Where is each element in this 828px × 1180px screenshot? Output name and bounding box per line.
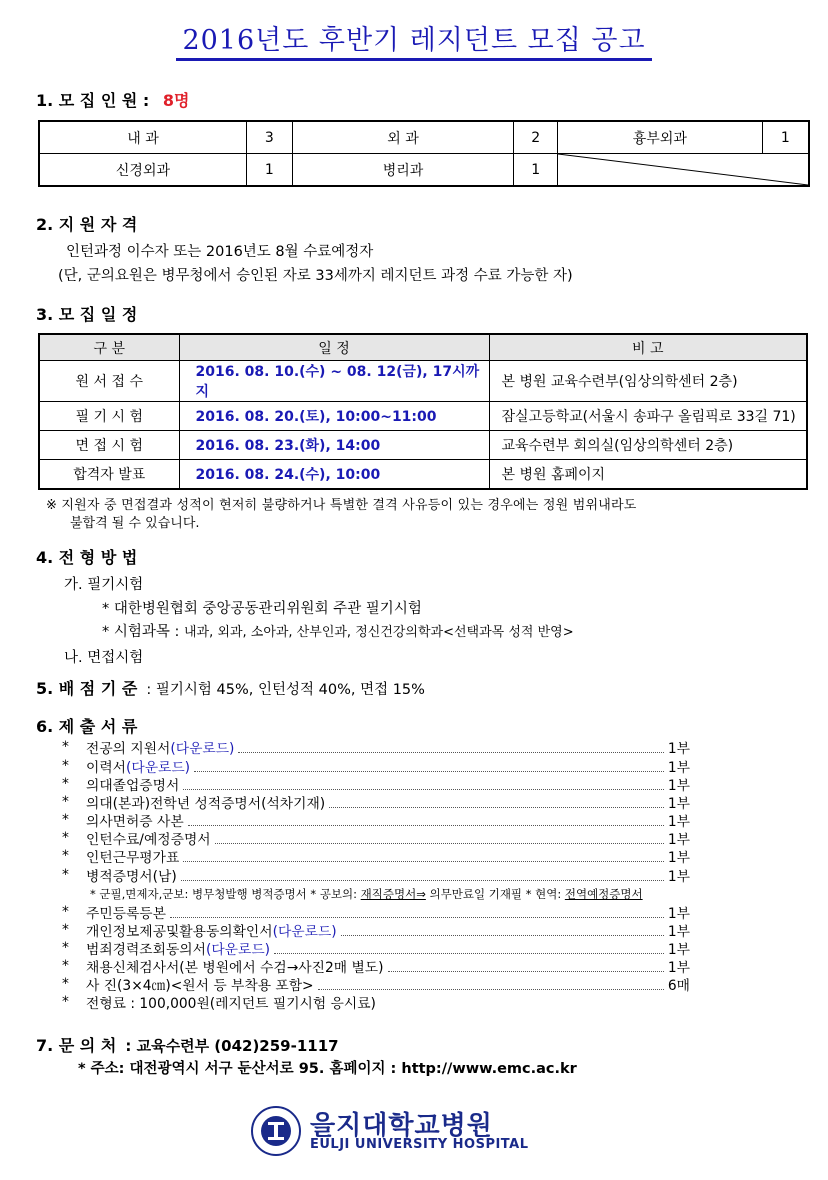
schedule-item: 원 서 접 수 [39, 361, 179, 402]
list-item: * 이력서 (다운로드) 1부 [62, 758, 690, 776]
schedule-row [39, 431, 807, 460]
list-item: * 병적증명서(남) 1부 [62, 867, 690, 885]
quota-dept: 내 과 [39, 121, 246, 154]
military-note: * 군필,면제자,군보: 병무청발행 병적증명서 * 공보의: 재직증명서⇒ 의무만료일 기재필 * 현역: 전역예정증명서 [90, 887, 643, 901]
section-2-heading: 2. 지 원 자 격 [36, 215, 138, 234]
quota-table [38, 120, 810, 187]
schedule-note: 교육수련부 회의실(임상의학센터 2층) [489, 431, 807, 460]
list-item: * 인턴근무평가표 1부 [62, 848, 690, 866]
section-7 [36, 1033, 339, 1056]
quota-row [39, 121, 809, 154]
address-line: * 주소: 대전광역시 서구 둔산서로 95. 홈페이지 : http://www.emc.ac.kr [78, 1061, 577, 1077]
quota-count: 3 [246, 121, 292, 154]
section-6-heading: 6. 제 출 서 류 [36, 717, 138, 736]
quota-dept: 병리과 [292, 154, 513, 187]
list-item: * 인턴수료/예정증명서 1부 [62, 830, 690, 848]
schedule-notice-line-1: ※ 지원자 중 면접결과 성적이 현저히 불량하거나 특별한 결격 사유등이 있는 경우에는 정원 범위내라도 [46, 498, 637, 513]
schedule-row [39, 460, 807, 490]
subjects-label: * 시험과목 : [102, 624, 184, 640]
schedule-item: 필 기 시 험 [39, 402, 179, 431]
list-item: * 주민등록등본 1부 [62, 904, 690, 922]
page-title [0, 18, 828, 57]
section-5-heading: 5. 배 점 기 준 [36, 679, 138, 698]
recruit-count: 8명 [162, 91, 190, 110]
list-item: * 전형료 : 100,000원(레지던트 필기시험 응시료) [62, 994, 376, 1012]
schedule-header: 구 분 [39, 334, 179, 361]
quota-count: 1 [514, 154, 558, 187]
logo-korean: 을지대학교병원 [310, 1111, 493, 1141]
section-5 [36, 676, 425, 699]
list-item: * 사 진(3×4㎝)<원서 등 부착용 포함> 6매 [62, 976, 690, 994]
quota-dept: 흉부외과 [558, 121, 762, 154]
subjects-list: 내과, 외과, 소아과, 산부인과, 정신건강의학과 [184, 625, 444, 640]
schedule-date: 2016. 08. 23.(화), 14:00 [179, 431, 489, 460]
list-item: * 전공의 지원서 (다운로드) 1부 [62, 739, 690, 757]
method-subjects [102, 620, 574, 641]
section-3-heading: 3. 모 집 일 정 [36, 305, 138, 324]
quota-empty-cell [558, 154, 809, 187]
schedule-header: 비 고 [489, 334, 807, 361]
download-link[interactable]: (다운로드) [170, 741, 235, 757]
method-interview-title: 나. 면접시험 [64, 650, 144, 666]
subjects-note: <선택과목 성적 반영> [443, 625, 574, 640]
quota-dept: 외 과 [292, 121, 513, 154]
schedule-header-row [39, 334, 807, 361]
section-4-heading: 4. 전 형 방 법 [36, 548, 138, 567]
quota-row [39, 154, 809, 187]
schedule-header: 일 정 [179, 334, 489, 361]
schedule-note: 본 병원 교육수련부(임상의학센터 2층) [489, 361, 807, 402]
method-written-title: 가. 필기시험 [64, 577, 144, 593]
hospital-logo [250, 1105, 590, 1157]
eligibility-line-2: (단, 군의요원은 병무청에서 승인된 자로 33세까지 레지던트 과정 수료 가능한 자) [58, 268, 573, 284]
section-7-heading: 7. 문 의 처 [36, 1036, 117, 1055]
logo-english: EULJI UNIVERSITY HOSPITAL [310, 1137, 529, 1152]
scoring-criteria: : 필기시험 45%, 인턴성적 40%, 면접 15% [146, 682, 425, 698]
list-item: * 의대(본과)전학년 성적증명서(석차기재) 1부 [62, 794, 690, 812]
quota-dept: 신경외과 [39, 154, 246, 187]
download-link[interactable]: (다운로드) [272, 924, 337, 940]
schedule-item: 면 접 시 험 [39, 431, 179, 460]
schedule-date: 2016. 08. 20.(토), 10:00~11:00 [179, 402, 489, 431]
diagonal-line [558, 154, 808, 185]
schedule-item: 합격자 발표 [39, 460, 179, 490]
download-link[interactable]: (다운로드) [125, 760, 191, 776]
schedule-table [38, 333, 808, 490]
section-1-label: 1. 모 집 인 원 : [36, 91, 150, 110]
method-written-desc: * 대한병원협회 중앙공동관리위원회 주관 필기시험 [102, 601, 422, 617]
list-item: * 의대졸업증명서 1부 [62, 776, 690, 794]
list-item: * 개인정보제공및활용동의확인서 (다운로드) 1부 [62, 922, 690, 940]
eligibility-line-1: 인턴과정 이수자 또는 2016년도 8월 수료예정자 [66, 244, 374, 260]
list-item: * 채용신체검사서(본 병원에서 수검→사진2매 별도) 1부 [62, 958, 690, 976]
quota-count: 1 [762, 121, 809, 154]
section-1-heading [36, 88, 189, 111]
schedule-row [39, 402, 807, 431]
schedule-notice-line-2: 불합격 될 수 있습니다. [70, 516, 200, 531]
schedule-note: 잠실고등학교(서울시 송파구 올림픽로 33길 71) [489, 402, 807, 431]
contact-info: : 교육수련부 (042)259-1117 [125, 1037, 339, 1055]
quota-count: 1 [246, 154, 292, 187]
list-item: * 의사면허증 사본 1부 [62, 812, 690, 830]
download-link[interactable]: (다운로드) [205, 942, 271, 958]
schedule-note: 본 병원 홈페이지 [489, 460, 807, 490]
list-item: * 범죄경력조회동의서 (다운로드) 1부 [62, 940, 690, 958]
schedule-row [39, 361, 807, 402]
quota-count: 2 [514, 121, 558, 154]
schedule-date: 2016. 08. 10.(수) ~ 08. 12(금), 17시까지 [179, 361, 489, 402]
schedule-date: 2016. 08. 24.(수), 10:00 [179, 460, 489, 490]
page-title-text: 2016년도 후반기 레지던트 모집 공고 [176, 25, 651, 61]
